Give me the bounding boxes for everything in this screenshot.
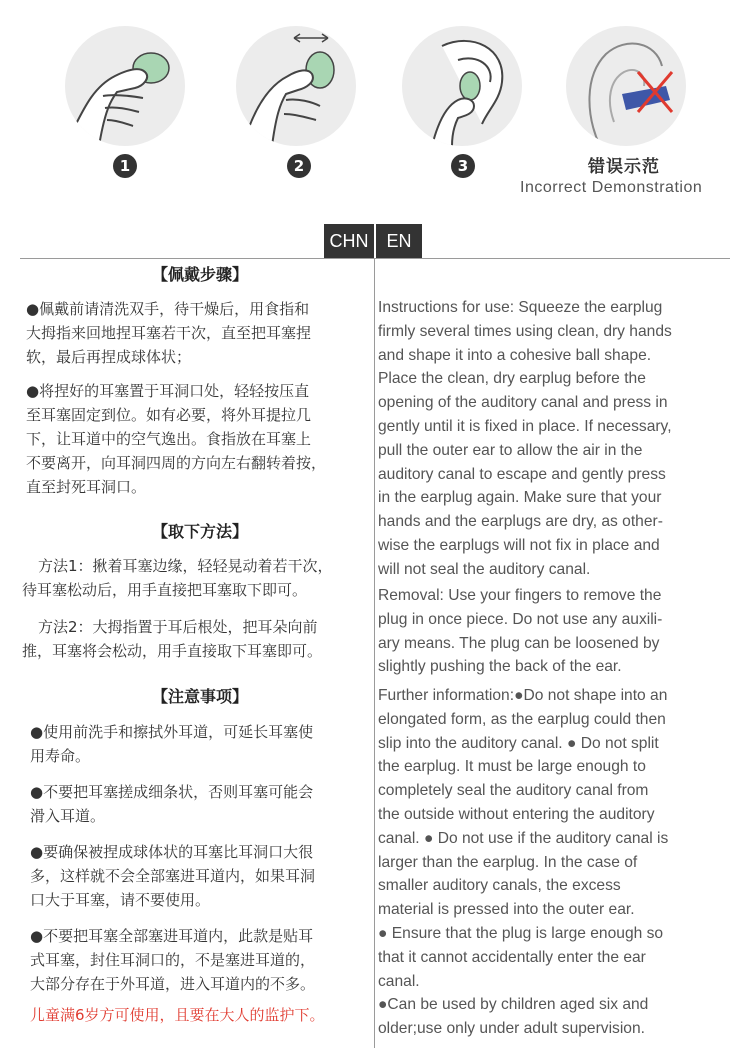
text-line: larger than the earplug. In the case of: [378, 853, 638, 871]
removal-title: 【取下方法】: [151, 522, 248, 541]
notes-paragraph-4: [30, 924, 315, 996]
section-divider: [20, 258, 730, 259]
incorrect-title-cn: 错误示范: [588, 157, 660, 177]
further-info-en: [378, 684, 730, 1041]
text-line: 大拇指来回地捏耳塞若干次，直至把耳塞捏: [26, 324, 312, 342]
text-line: ●不要把耳塞搓成细条状，否则耳塞可能会: [30, 783, 314, 801]
text-line: 下，让耳道中的空气逸出。食指放在耳塞上: [26, 430, 312, 448]
text-line: the outside without entering the auditory: [378, 805, 655, 823]
text-line: 不要离开，向耳洞四周的方向左右翻转着按，: [26, 454, 327, 472]
text-line: canal. ● Do not use if the auditory canal is: [378, 829, 669, 847]
notes-paragraph-1: [30, 720, 313, 768]
wear-steps-title: 【佩戴步骤】: [151, 265, 248, 284]
text-line: 直至封死耳洞口。: [26, 478, 147, 496]
text-line: smaller auditory canals, the excess: [378, 877, 621, 895]
step-1-illustration: [65, 26, 185, 146]
text-line: wise the earplugs will not fix in place and: [378, 536, 660, 554]
text-line: canal.: [378, 972, 420, 990]
text-line: 用寿命。: [30, 747, 91, 765]
tab-chn[interactable]: CHN: [324, 224, 374, 258]
text-line: pull the outer ear to allow the air in the: [378, 441, 643, 459]
text-line: 式耳塞，封住耳洞口的，不是塞进耳道的，: [30, 951, 316, 969]
incorrect-title-en: Incorrect Demonstration: [520, 179, 703, 196]
children-warning: 儿童满6岁方可使用，且要在大人的监护下。: [30, 1006, 325, 1024]
text-line: Further information:●Do not shape into an: [378, 687, 668, 704]
step-1-badge: 1: [113, 154, 137, 178]
text-line: 推，耳塞将会松动，用手直接取下耳塞即可。: [22, 642, 323, 660]
notes-paragraph-2: [30, 780, 313, 828]
wear-paragraph-2: [26, 379, 326, 499]
text-line: Place the clean, dry earplug before the: [378, 370, 646, 388]
text-line: slightly pushing the back of the ear.: [378, 658, 622, 676]
step-2-illustration: [236, 26, 356, 146]
text-line: older;use only under adult supervision.: [378, 1020, 645, 1038]
text-line: material is pressed into the outer ear.: [378, 901, 635, 919]
text-line: 待耳塞松动后，用手直接把耳塞取下即可。: [22, 581, 308, 599]
step-2-badge: 2: [287, 154, 311, 178]
text-line: 至耳塞固定到位。如有必要，将外耳提拉几: [26, 406, 312, 424]
text-line: 方法2：大拇指置于耳后根处，把耳朵向前: [38, 618, 318, 636]
text-line: in the earplug again. Make sure that your: [378, 489, 662, 507]
removal-en: [378, 584, 730, 679]
tab-en[interactable]: EN: [376, 224, 422, 258]
notes-paragraph-3: [30, 840, 315, 912]
text-line: slip into the auditory canal. ● Do not split: [378, 734, 659, 752]
text-line: 口大于耳塞，请不要使用。: [30, 891, 211, 909]
text-line: will not seal the auditory canal.: [378, 560, 591, 578]
text-line: Removal: Use your fingers to remove the: [378, 587, 662, 604]
column-divider: [374, 258, 375, 1048]
text-line: firmly several times using clean, dry hands: [378, 322, 672, 340]
removal-method-2: [22, 615, 322, 663]
notes-title: 【注意事项】: [151, 687, 248, 706]
text-line: elongated form, as the earplug could then: [378, 710, 666, 728]
text-line: ● Ensure that the plug is large enough so: [378, 924, 664, 942]
text-line: ●佩戴前请清洗双手，待干燥后，用食指和: [26, 300, 310, 318]
instructions-en: [378, 296, 730, 582]
text-line: 大部分存在于外耳道，进入耳道内的不多。: [30, 975, 316, 993]
text-line: 软，最后再捏成球体状；: [26, 348, 192, 366]
text-line: auditory canal to escape and gently press: [378, 465, 666, 483]
text-line: that it cannot accidentally enter the ear: [378, 948, 646, 966]
text-line: and shape it into a cohesive ball shape.: [378, 346, 652, 364]
step-3-badge: 3: [451, 154, 475, 178]
removal-method-1: [22, 554, 333, 602]
text-line: opening of the auditory canal and press in: [378, 394, 668, 412]
text-line: Instructions for use: Squeeze the earplug: [378, 299, 663, 316]
text-line: ●使用前洗手和擦拭外耳道，可延长耳塞使: [30, 723, 314, 741]
text-line: ●不要把耳塞全部塞进耳道内，此款是贴耳: [30, 927, 314, 945]
text-line: completely seal the auditory canal from: [378, 782, 649, 800]
step-3-illustration: [402, 26, 522, 146]
text-line: ary means. The plug can be loosened by: [378, 634, 660, 652]
incorrect-illustration: [566, 26, 686, 146]
text-line: 多，这样就不会全部塞进耳道内，如果耳洞: [30, 867, 316, 885]
text-line: hands and the earplugs are dry, as other-: [378, 513, 663, 531]
text-line: ●要确保被捏成球体状的耳塞比耳洞口大很: [30, 843, 314, 861]
text-line: 方法1：揪着耳塞边缘，轻轻晃动着若干次，: [38, 557, 333, 575]
wear-paragraph-1: [26, 297, 311, 369]
text-line: plug in once piece. Do not use any auxili-: [378, 610, 663, 628]
text-line: ●Can be used by children aged six and: [378, 996, 649, 1014]
text-line: ●将捏好的耳塞置于耳洞口处，轻轻按压直: [26, 382, 310, 400]
text-line: gently until it is fixed in place. If necessary,: [378, 417, 672, 435]
text-line: 滑入耳道。: [30, 807, 106, 825]
text-line: the earplug. It must be large enough to: [378, 758, 646, 776]
